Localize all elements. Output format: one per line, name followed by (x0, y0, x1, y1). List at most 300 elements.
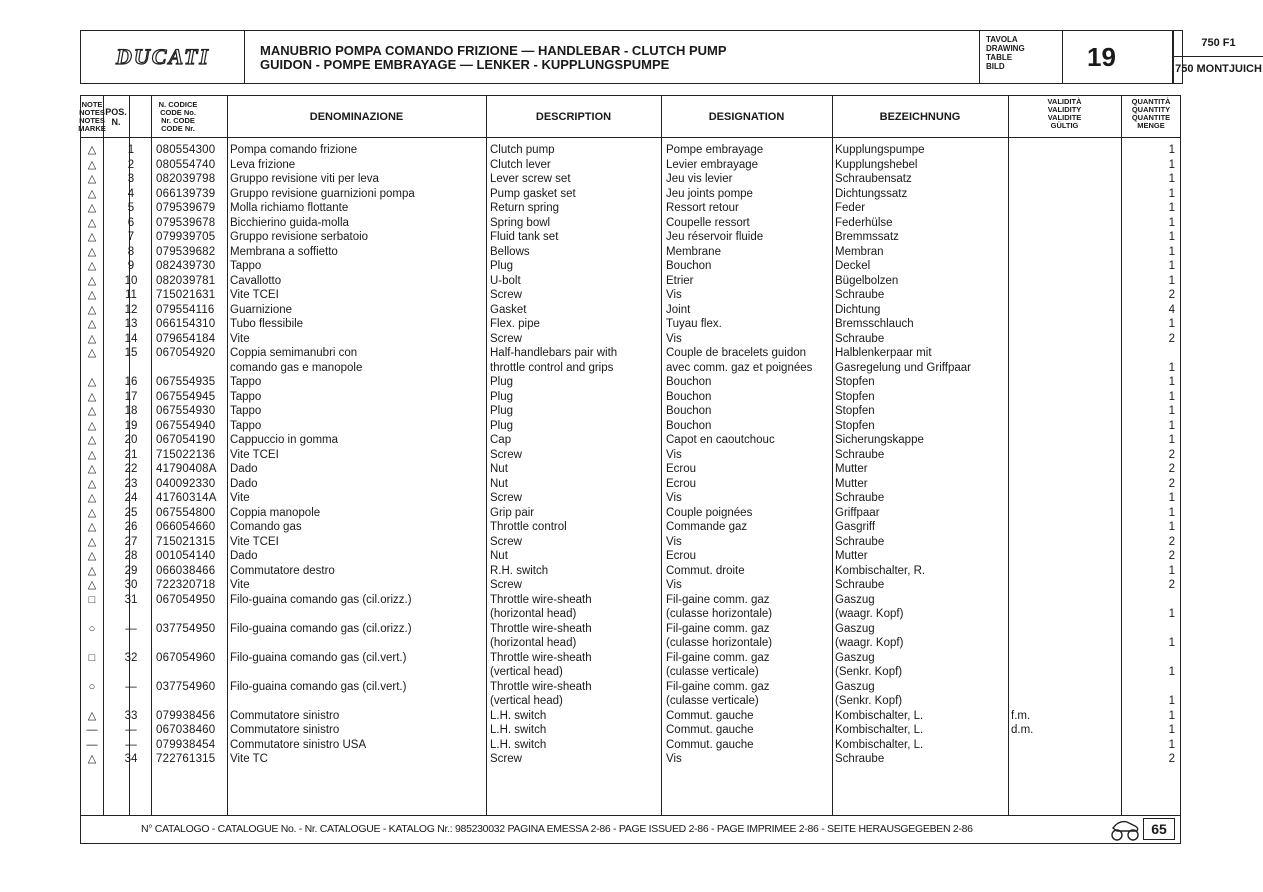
cell-fr: Vis (666, 535, 682, 548)
col-notes: NOTE NOTES NOTES MARKE (78, 99, 106, 133)
cell-code: 066038466 (156, 564, 216, 577)
cell-pos: 20 (124, 434, 138, 446)
col-validity: VALIDITÀ VALIDITY VALIDITE GÜLTIG (1047, 97, 1082, 130)
cell-en: Screw (490, 579, 522, 591)
cell-fr: Commut. droite (666, 564, 745, 577)
cell-en: Plug (490, 419, 514, 432)
cell-code: 001054140 (156, 550, 216, 562)
table-row (81, 549, 1180, 564)
cell-pos: 15 (124, 347, 138, 359)
cell-it: Bicchierino guida-molla (230, 216, 349, 229)
cell-qty: 4 (1168, 303, 1175, 316)
cell-code: 066154310 (156, 318, 216, 330)
table-title (245, 31, 980, 83)
cell-fr: Fil-gaine comm. gaz (666, 622, 770, 635)
cell-de: Griffpaar (835, 506, 880, 519)
parts-table (80, 95, 1181, 816)
cell-n: △ (87, 419, 97, 432)
cell-de: Bügelbolzen (835, 274, 899, 287)
table-row (81, 694, 1180, 709)
cell-it: Tubo flessibile (230, 318, 304, 330)
cell-pos: 18 (124, 405, 138, 417)
cell-en: Screw (490, 753, 522, 765)
cell-code: 079938456 (156, 709, 216, 722)
cell-fr: Vis (666, 289, 682, 301)
cell-code: 037754960 (156, 680, 216, 693)
cell-code: 080554740 (156, 158, 216, 171)
cell-it: Membrana a soffietto (230, 245, 338, 258)
col-pos: POS. N. (105, 106, 127, 127)
cell-code: 067054190 (156, 434, 216, 446)
cell-fr: Levier embrayage (666, 158, 759, 171)
page-footer (80, 816, 1181, 844)
table-row (81, 448, 1180, 463)
cell-n: △ (87, 303, 97, 316)
table-row (81, 303, 1180, 318)
table-row (81, 143, 1180, 158)
cell-fr: Jeu joints pompe (666, 187, 753, 200)
cell-qty: 2 (1168, 289, 1175, 301)
table-row (81, 172, 1180, 187)
table-row (81, 346, 1180, 361)
cell-fr: Commande gaz (666, 521, 748, 533)
cell-fr: Bouchon (666, 376, 712, 388)
table-row (81, 622, 1180, 637)
cell-en: Lever screw set (490, 173, 571, 185)
cell-n: △ (87, 434, 97, 446)
cell-it: Vite TCEI (230, 448, 279, 461)
table-row (81, 491, 1180, 506)
cell-pos: 13 (124, 318, 138, 330)
table-header (78, 96, 1180, 138)
table-row (81, 636, 1180, 651)
cell-qty: 1 (1168, 434, 1175, 446)
table-row (81, 288, 1180, 303)
cell-en: Flex. pipe (490, 318, 540, 330)
cell-en: Nut (490, 550, 508, 562)
table-row (81, 375, 1180, 390)
cell-n: △ (87, 245, 97, 258)
cell-pos: — (125, 738, 137, 751)
cell-qty: 1 (1168, 173, 1175, 185)
cell-fr: Fil-gaine comm. gaz (666, 680, 770, 693)
cell-de: (Senkr. Kopf) (835, 695, 903, 707)
cell-en: Half-handlebars pair with (490, 347, 618, 359)
cell-n: △ (87, 318, 97, 330)
cell-en: Clutch lever (490, 158, 551, 171)
cell-de: Schraube (835, 448, 885, 461)
cell-n: △ (87, 579, 97, 591)
cell-pos: 10 (124, 274, 138, 287)
cell-qty: 1 (1168, 187, 1175, 200)
cell-en: (horizontal head) (490, 608, 577, 620)
cell-it: Comando gas (230, 521, 302, 533)
drawing-labels (980, 31, 1063, 83)
cell-de: (waagr. Kopf) (835, 608, 904, 620)
cell-en: Plug (490, 405, 514, 417)
cell-pos: 34 (124, 753, 138, 765)
cell-n: ○ (88, 622, 96, 635)
cell-it: Vite (230, 492, 250, 504)
cell-pos: 7 (127, 231, 135, 243)
cell-it: Coppia semimanubri con (230, 347, 358, 359)
table-row (81, 535, 1180, 550)
cell-fr: Coupelle ressort (666, 216, 750, 229)
cell-qty: 1 (1168, 564, 1175, 577)
cell-n: △ (87, 463, 97, 475)
cell-de: Schraube (835, 535, 885, 548)
cell-it: Guarnizione (230, 303, 293, 316)
cell-n: □ (88, 651, 96, 664)
cell-code: 082439730 (156, 260, 216, 272)
cell-fr: Commut. gauche (666, 738, 754, 751)
cell-en: Screw (490, 448, 522, 461)
drawing-number: 19 (1063, 31, 1173, 83)
cell-code: 066054660 (156, 521, 216, 533)
cell-it: Coppia manopole (230, 506, 321, 519)
cell-n: △ (87, 564, 97, 577)
cell-code: 067554930 (156, 405, 216, 417)
cell-pos: 29 (124, 564, 138, 577)
cell-de: Feder (835, 202, 866, 214)
cell-fr: Bouchon (666, 419, 712, 432)
cell-de: Gasregelung und Griffpaar (835, 361, 971, 374)
cell-en: Plug (490, 376, 514, 388)
cell-en: Throttle wire-sheath (490, 651, 592, 664)
cell-it: Pompa comando frizione (230, 144, 358, 156)
cell-qty: 1 (1168, 231, 1175, 243)
table-row (81, 578, 1180, 593)
cell-fr: Etrier (666, 274, 694, 287)
cell-it: Cavallotto (230, 274, 282, 287)
cell-code: 722320718 (156, 579, 216, 591)
col-bezeichnung: BEZEICHNUNG (879, 110, 961, 123)
cell-qty: 1 (1168, 405, 1175, 417)
cell-qty: 2 (1168, 448, 1175, 461)
cell-de: Schraube (835, 753, 885, 765)
cell-qty: 1 (1168, 390, 1175, 403)
cell-code: 715021631 (156, 289, 216, 301)
table-row (81, 187, 1180, 202)
cell-n: □ (88, 593, 96, 606)
cell-n: △ (87, 216, 97, 229)
cell-code: 41760314A (156, 492, 217, 504)
cell-it: Gruppo revisione guarnizioni pompa (230, 187, 415, 200)
col-denominazione: DENOMINAZIONE (309, 110, 404, 123)
title-line-1: MANUBRIO POMPA COMANDO FRIZIONE — HANDLEBAR - CLUTCH PUMP (260, 43, 727, 58)
cell-qty: 1 (1168, 608, 1175, 620)
cell-fr: Joint (666, 303, 691, 316)
ducati-logo (81, 31, 245, 83)
cell-pos: — (125, 680, 137, 693)
table-row (81, 752, 1180, 767)
cell-fr: Jeu réservoir fluide (666, 231, 764, 243)
table-row (81, 506, 1180, 521)
cell-it: Filo-guaina comando gas (cil.orizz.) (230, 593, 412, 606)
cell-it: Dado (230, 477, 258, 490)
cell-de: Kombischalter, L. (835, 738, 924, 751)
cell-it: Cappuccio in gomma (230, 434, 339, 446)
cell-en: Return spring (490, 202, 560, 214)
cell-en: Fluid tank set (490, 231, 559, 243)
cell-it: Vite TCEI (230, 535, 279, 548)
cell-fr: Commut. gauche (666, 709, 754, 722)
cell-pos: 2 (127, 158, 135, 171)
cell-fr: Ressort retour (666, 202, 739, 214)
cell-pos: 19 (124, 419, 138, 432)
cell-it: Tappo (230, 419, 262, 432)
drawing-label: TABLE (986, 53, 1013, 62)
cell-en: Pump gasket set (490, 187, 576, 200)
cell-en: Grip pair (490, 506, 535, 519)
cell-qty: 1 (1168, 637, 1175, 649)
cell-code: 037754950 (156, 622, 216, 635)
cell-qty: 2 (1168, 753, 1175, 765)
cell-it: Molla richiamo flottante (230, 202, 349, 214)
cell-qty: 1 (1168, 158, 1175, 171)
table-row (81, 230, 1180, 245)
cell-n: △ (87, 158, 97, 171)
cell-de: Mutter (835, 463, 868, 475)
cell-it: Filo-guaina comando gas (cil.orizz.) (230, 622, 412, 635)
cell-en: L.H. switch (490, 738, 547, 751)
cell-en: Bellows (490, 245, 530, 258)
cell-pos: 1 (127, 144, 135, 156)
cell-fr: Couple de bracelets guidon (666, 347, 807, 359)
cell-pos: 26 (124, 521, 138, 533)
cell-de: Kupplungspumpe (835, 144, 925, 156)
cell-qty: 1 (1168, 709, 1175, 722)
table-row (81, 419, 1180, 434)
cell-it: Leva frizione (230, 158, 296, 171)
cell-qty: 1 (1168, 245, 1175, 258)
cell-n: — (86, 738, 98, 751)
cell-pos: 31 (124, 593, 138, 606)
cell-en: L.H. switch (490, 724, 547, 736)
cell-code: 082039781 (156, 274, 216, 287)
table-row (81, 680, 1180, 695)
table-body (81, 143, 1180, 767)
cell-de: Gaszug (835, 593, 875, 606)
cell-it: Vite TCEI (230, 289, 279, 301)
cell-pos: 28 (124, 550, 138, 562)
cell-fr: (culasse horizontale) (666, 637, 773, 649)
col-description: DESCRIPTION (535, 110, 612, 123)
cell-qty: 1 (1168, 492, 1175, 504)
cell-fr: Ecrou (666, 463, 697, 475)
cell-fr: Capot en caoutchouc (666, 434, 775, 446)
cell-it: Tappo (230, 376, 262, 388)
cell-de: Dichtungssatz (835, 187, 908, 200)
cell-en: Throttle wire-sheath (490, 680, 592, 693)
cell-fr: Couple poignées (666, 506, 753, 519)
cell-fr: Ecrou (666, 477, 697, 490)
cell-en: Screw (490, 535, 522, 548)
table-row (81, 723, 1180, 738)
cell-de: Kombischalter, L. (835, 724, 924, 736)
cell-qty: 2 (1168, 332, 1175, 345)
cell-fr: Vis (666, 448, 682, 461)
table-row (81, 404, 1180, 419)
cell-n: △ (87, 535, 97, 548)
title-line-2: GUIDON - POMPE EMBRAYAGE — LENKER - KUPPLUNGSPUMPE (260, 57, 670, 72)
cell-de: Gaszug (835, 622, 875, 635)
cell-en: U-bolt (490, 274, 521, 287)
cell-pos: 8 (127, 245, 135, 258)
cell-fr: Vis (666, 332, 682, 345)
cell-it: Gruppo revisione viti per leva (230, 173, 379, 185)
cell-qty: 2 (1168, 535, 1175, 548)
cell-it: Tappo (230, 260, 262, 272)
cell-de: Stopfen (835, 419, 875, 432)
cell-code: 067054920 (156, 347, 216, 359)
table-row (81, 564, 1180, 579)
cell-fr: Tuyau flex. (666, 318, 722, 330)
cell-de: Gasgriff (835, 521, 876, 533)
cell-n: △ (87, 231, 97, 243)
cell-n: △ (87, 332, 97, 345)
cell-de: Deckel (835, 260, 871, 272)
cell-qty: 2 (1168, 550, 1175, 562)
page-header (80, 30, 1262, 84)
table-row (81, 332, 1180, 347)
cell-code: 715022136 (156, 448, 216, 461)
table-row (81, 593, 1180, 608)
cell-de: Membran (835, 245, 884, 258)
cell-pos: 27 (124, 535, 138, 548)
cell-de: Schraubensatz (835, 173, 912, 185)
cell-pos: 14 (124, 332, 138, 345)
cell-code: 067054950 (156, 593, 216, 606)
cell-de: Bremsschlauch (835, 318, 914, 330)
cell-fr: (culasse verticale) (666, 695, 759, 707)
cell-pos: 30 (124, 579, 138, 591)
cell-de: Bremmssatz (835, 231, 899, 243)
cell-code: 079554116 (156, 303, 215, 316)
cell-de: Schraube (835, 579, 885, 591)
cell-fr: (culasse verticale) (666, 666, 759, 678)
col-code: N. CODICE CODE No. Nr. CODE CODE Nr. (158, 99, 198, 133)
cell-it: Dado (230, 463, 258, 475)
cell-qty: 1 (1168, 216, 1175, 229)
cell-de: Schraube (835, 289, 885, 301)
cell-fr: Bouchon (666, 260, 712, 272)
cell-n: △ (87, 709, 97, 722)
cell-n: △ (87, 477, 97, 490)
table-row (81, 651, 1180, 666)
cell-de: Kombischalter, L. (835, 709, 924, 722)
cell-fr: (culasse horizontale) (666, 608, 773, 620)
table-row (81, 216, 1180, 231)
cell-it: Filo-guaina comando gas (cil.vert.) (230, 651, 407, 664)
table-row (81, 462, 1180, 477)
cell-code: 067038460 (156, 724, 216, 736)
cell-fr: Ecrou (666, 550, 697, 562)
cell-en: Screw (490, 492, 522, 504)
cell-qty: 1 (1168, 318, 1175, 330)
cell-pos: 24 (124, 492, 138, 504)
cell-en: Plug (490, 390, 514, 403)
cell-qty: 1 (1168, 274, 1175, 287)
table-row (81, 390, 1180, 405)
cell-en: Throttle wire-sheath (490, 622, 592, 635)
cell-en: Plug (490, 260, 514, 272)
cell-n: △ (87, 492, 97, 504)
cell-en: Screw (490, 289, 522, 301)
cell-qty: 2 (1168, 579, 1175, 591)
cell-en: L.H. switch (490, 709, 547, 722)
model-750-montjuich: 750 MONTJUICH (1175, 63, 1262, 75)
cell-en: R.H. switch (490, 564, 549, 577)
cell-fr: Vis (666, 492, 682, 504)
cell-pos: 11 (125, 289, 137, 301)
cell-val: d.m. (1011, 724, 1034, 736)
cell-n: △ (87, 521, 97, 533)
cell-n: △ (87, 289, 97, 301)
ducati-logo-wordmark (93, 44, 233, 70)
cell-de: (Senkr. Kopf) (835, 666, 903, 678)
cell-de: Mutter (835, 477, 868, 490)
cell-qty: 1 (1168, 361, 1175, 374)
cell-n: △ (87, 173, 97, 185)
cell-en: (vertical head) (490, 695, 563, 707)
cell-code: 41790408A (156, 463, 217, 475)
cell-en: Nut (490, 463, 508, 475)
cell-code: 067554800 (156, 506, 216, 519)
cell-code: 722761315 (156, 753, 216, 765)
cell-pos: 33 (124, 709, 138, 722)
cell-pos: 23 (124, 477, 138, 490)
cell-de: (waagr. Kopf) (835, 637, 904, 649)
cell-n: △ (87, 274, 97, 287)
cell-it: Dado (230, 550, 258, 562)
cell-it: Commutatore destro (230, 564, 335, 577)
table-row (81, 709, 1180, 724)
cell-n: △ (87, 405, 97, 417)
cell-code: 079938454 (156, 738, 216, 751)
table-row (81, 201, 1180, 216)
cell-de: Stopfen (835, 390, 875, 403)
cell-de: Mutter (835, 550, 868, 562)
cell-qty: 1 (1168, 695, 1175, 707)
cell-n: △ (87, 506, 97, 519)
cell-fr: Bouchon (666, 405, 712, 417)
cell-n: △ (87, 347, 97, 359)
cell-n: △ (87, 550, 97, 562)
cell-val: f.m. (1011, 709, 1031, 722)
cell-code: 079939705 (156, 231, 216, 243)
table-row (81, 245, 1180, 260)
table-row (81, 361, 1180, 376)
cell-en: Clutch pump (490, 144, 555, 156)
cell-en: Throttle control (490, 521, 567, 533)
cell-it: Filo-guaina comando gas (cil.vert.) (230, 680, 407, 693)
cell-it: comando gas e manopole (230, 361, 363, 374)
cell-de: Halblenkerpaar mit (835, 347, 932, 359)
cell-code: 079539679 (156, 202, 216, 214)
cell-code: 040092330 (156, 477, 216, 490)
cell-pos: 12 (124, 303, 138, 316)
cell-pos: 9 (127, 260, 135, 272)
cell-fr: Membrane (666, 245, 721, 258)
cell-pos: — (125, 622, 137, 635)
cell-de: Dichtung (835, 303, 881, 316)
cell-en: Spring bowl (490, 216, 551, 229)
table-row (81, 317, 1180, 332)
motorcycle-icon (1109, 818, 1141, 842)
table-row (81, 738, 1180, 753)
cell-it: Tappo (230, 405, 262, 417)
